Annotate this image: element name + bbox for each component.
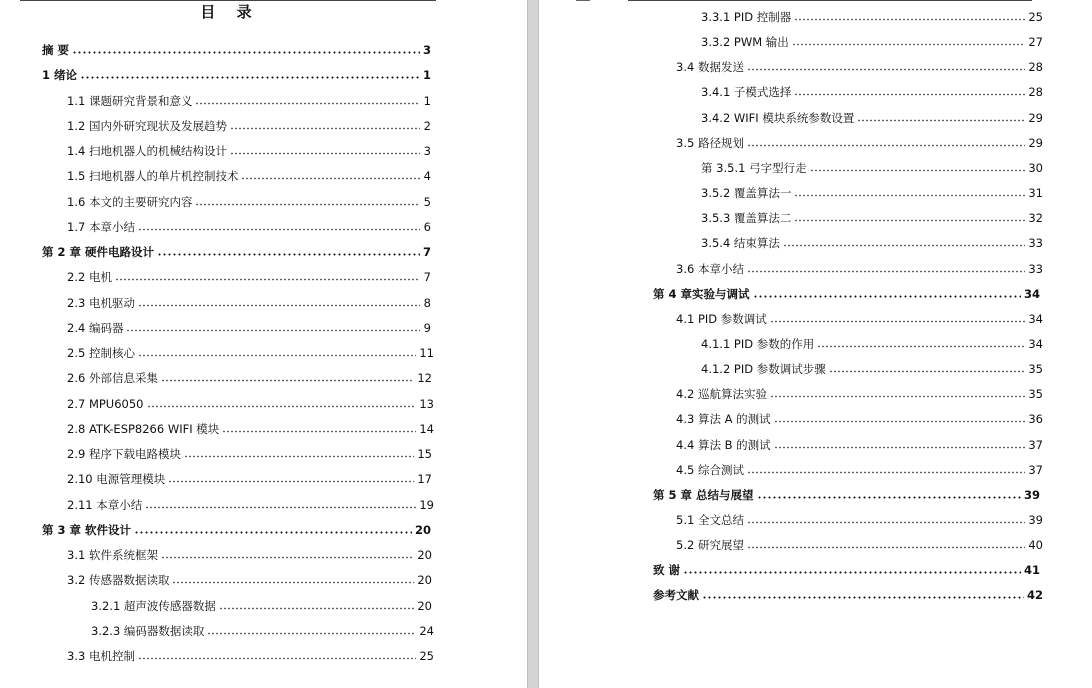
toc-entry-page-number: 14 — [419, 422, 434, 436]
toc-dot-leader — [747, 144, 1025, 147]
toc-entry-page-number: 40 — [1028, 538, 1043, 552]
toc-entry-page-number: 39 — [1023, 488, 1040, 502]
toc-entry-label: 3.1 软件系统框架 — [67, 548, 158, 562]
toc-dot-leader — [783, 244, 1025, 247]
toc-entry-label: 4.1.1 PID 参数的作用 — [701, 337, 815, 351]
toc-entry-page-number: 7 — [422, 245, 431, 259]
toc-entry — [676, 410, 1043, 426]
document-page-left — [0, 0, 527, 688]
toc-entry-page-number: 3 — [422, 43, 431, 57]
toc-entry-page-number: 20 — [417, 548, 432, 562]
toc-entry-page-number: 15 — [417, 447, 432, 461]
toc-dot-leader — [195, 102, 420, 105]
toc-entry-page-number: 4 — [423, 169, 431, 183]
toc-dot-leader — [115, 278, 420, 281]
toc-dot-leader — [161, 379, 414, 382]
toc-entry — [67, 571, 432, 587]
toc-dot-leader — [857, 119, 1025, 122]
toc-entry — [67, 193, 431, 209]
toc-entry-label: 1.5 扫地机器人的单片机控制技术 — [67, 169, 239, 183]
toc-dot-leader — [683, 571, 1021, 574]
toc-entry-label: 3.5 路径规划 — [676, 136, 744, 150]
toc-entry — [701, 83, 1043, 99]
toc-entry-label: 2.8 ATK-ESP8266 WIFI 模块 — [67, 422, 220, 436]
toc-dot-leader — [126, 329, 420, 332]
toc-entry — [67, 647, 434, 663]
toc-entry — [701, 109, 1043, 125]
toc-dot-leader — [195, 203, 420, 206]
page-gutter — [527, 0, 539, 688]
toc-entry-page-number: 25 — [419, 649, 434, 663]
toc-entry-label: 摘 要 — [42, 43, 70, 57]
toc-entry-page-number: 36 — [1028, 412, 1043, 426]
toc-dot-leader — [774, 446, 1026, 449]
toc-entry-page-number: 7 — [423, 270, 431, 284]
toc-entry-page-number: 17 — [417, 472, 432, 486]
toc-dot-leader — [794, 18, 1025, 21]
toc-entry-label: 2.11 本章小结 — [67, 498, 143, 512]
toc-dot-leader — [138, 304, 420, 307]
toc-entry-page-number: 42 — [1026, 588, 1043, 602]
toc-entry — [653, 285, 1040, 301]
toc-entry-page-number: 34 — [1023, 287, 1040, 301]
toc-dot-leader — [747, 546, 1025, 549]
toc-dot-leader — [774, 420, 1026, 423]
toc-entry-label: 4.1.2 PID 参数调试步骤 — [701, 362, 826, 376]
toc-entry — [676, 58, 1043, 74]
toc-dot-leader — [172, 581, 414, 584]
toc-entry — [67, 294, 431, 310]
toc-entry — [67, 445, 432, 461]
toc-dot-leader — [161, 556, 414, 559]
toc-entry-label: 3.5.3 覆盖算法二 — [701, 211, 792, 225]
toc-entry-label: 2.10 电源管理模块 — [67, 472, 166, 486]
toc-entry — [67, 395, 434, 411]
toc-entry — [42, 521, 431, 537]
toc-dot-leader — [230, 127, 420, 130]
toc-dot-leader — [207, 632, 416, 635]
toc-entry-label: 2.6 外部信息采集 — [67, 371, 158, 385]
toc-dot-leader — [219, 607, 414, 610]
toc-entry-page-number: 20 — [414, 523, 431, 537]
toc-entry — [67, 117, 431, 133]
toc-entry — [701, 184, 1043, 200]
toc-entry-label: 1.7 本章小结 — [67, 220, 135, 234]
toc-entry-label: 2.2 电机 — [67, 270, 112, 284]
toc-entry — [676, 511, 1043, 527]
toc-entry-label: 5.2 研究展望 — [676, 538, 744, 552]
toc-entry-page-number: 5 — [423, 195, 431, 209]
toc-entry-label: 3.2.1 超声波传感器数据 — [91, 599, 216, 613]
toc-entry — [653, 486, 1040, 502]
toc-entry — [676, 436, 1043, 452]
toc-entry-label: 1.6 本文的主要研究内容 — [67, 195, 193, 209]
toc-entry-label: 3.4 数据发送 — [676, 60, 744, 74]
toc-entry-page-number: 33 — [1028, 262, 1043, 276]
toc-entry-page-number: 12 — [417, 371, 432, 385]
toc-entry-label: 第 3.5.1 弓字型行走 — [701, 161, 807, 175]
document-page-right — [539, 0, 1092, 688]
toc-entry-label: 1.1 课题研究背景和意义 — [67, 94, 193, 108]
toc-entry-label: 3.5.4 结束算法 — [701, 236, 780, 250]
toc-entry — [701, 8, 1043, 24]
toc-entry — [701, 159, 1043, 175]
toc-entry-label: 2.3 电机驱动 — [67, 296, 135, 310]
toc-entry — [67, 167, 431, 183]
toc-entry-page-number: 6 — [423, 220, 431, 234]
toc-entry — [67, 344, 434, 360]
toc-dot-leader — [753, 295, 1021, 298]
toc-entry-page-number: 30 — [1028, 161, 1043, 175]
toc-entry-label: 4.5 综合测试 — [676, 463, 744, 477]
toc-entry-page-number: 29 — [1028, 111, 1043, 125]
toc-entry-page-number: 37 — [1028, 463, 1043, 477]
toc-entry-page-number: 34 — [1028, 337, 1043, 351]
toc-entry-label: 3.2.3 编码器数据读取 — [91, 624, 205, 638]
toc-dot-leader — [80, 76, 420, 79]
toc-entry-page-number: 37 — [1028, 438, 1043, 452]
toc-dot-leader — [147, 405, 417, 408]
toc-entry — [676, 134, 1043, 150]
toc-entry — [67, 142, 431, 158]
toc-entry-page-number: 32 — [1028, 211, 1043, 225]
toc-dot-leader — [157, 253, 420, 256]
toc-entry-label: 3.4.1 子模式选择 — [701, 85, 792, 99]
toc-dot-leader — [747, 521, 1025, 524]
toc-entry-label: 3.3.2 PWM 输出 — [701, 35, 789, 49]
toc-entry-page-number: 35 — [1028, 362, 1043, 376]
toc-entry-page-number: 19 — [419, 498, 434, 512]
toc-entry — [67, 319, 431, 335]
toc-entry-page-number: 8 — [423, 296, 431, 310]
toc-entry-label: 2.9 程序下载电路模块 — [67, 447, 181, 461]
toc-entry-page-number: 39 — [1028, 513, 1043, 527]
toc-entry — [701, 209, 1043, 225]
toc-entry-page-number: 25 — [1028, 10, 1043, 24]
toc-entry — [701, 234, 1043, 250]
toc-entry-label: 第 3 章 软件设计 — [42, 523, 132, 537]
toc-dot-leader — [770, 320, 1026, 323]
toc-entry — [676, 260, 1043, 276]
toc-entry — [676, 385, 1043, 401]
toc-entry — [67, 369, 432, 385]
toc-entry-page-number: 1 — [423, 94, 431, 108]
toc-entry — [67, 92, 431, 108]
toc-entry — [676, 536, 1043, 552]
toc-entry-label: 2.4 编码器 — [67, 321, 124, 335]
toc-entry-page-number: 13 — [419, 397, 434, 411]
toc-entry-label: 5.1 全文总结 — [676, 513, 744, 527]
toc-entry — [653, 586, 1043, 602]
toc-entry-label: 致 谢 — [653, 563, 681, 577]
toc-title: 目 录 — [200, 3, 260, 21]
toc-dot-leader — [747, 270, 1025, 273]
toc-entry-page-number: 28 — [1028, 60, 1043, 74]
toc-entry — [67, 496, 434, 512]
toc-entry — [67, 546, 432, 562]
toc-entry-label: 4.1 PID 参数调试 — [676, 312, 767, 326]
toc-dot-leader — [241, 177, 420, 180]
toc-dot-leader — [747, 68, 1025, 71]
page-top-rule — [628, 0, 1032, 1]
toc-entry-page-number: 2 — [423, 119, 431, 133]
toc-dot-leader — [770, 395, 1025, 398]
toc-entry-page-number: 35 — [1028, 387, 1043, 401]
toc-dot-leader — [747, 471, 1025, 474]
toc-entry-label: 4.4 算法 B 的测试 — [676, 438, 771, 452]
toc-entry — [91, 622, 434, 638]
toc-entry — [67, 218, 431, 234]
toc-entry-page-number: 33 — [1028, 236, 1043, 250]
toc-entry — [67, 420, 434, 436]
toc-dot-leader — [184, 455, 414, 458]
toc-entry-page-number: 11 — [419, 346, 434, 360]
toc-dot-leader — [168, 480, 414, 483]
toc-entry-label: 第 4 章实验与调试 — [653, 287, 750, 301]
page-corner-mark — [576, 0, 590, 1]
toc-entry-label: 3.3 电机控制 — [67, 649, 135, 663]
toc-entry-label: 4.2 巡航算法实验 — [676, 387, 767, 401]
toc-dot-leader — [134, 531, 412, 534]
toc-entry — [701, 335, 1043, 351]
toc-dot-leader — [702, 596, 1024, 599]
toc-entry-page-number: 24 — [419, 624, 434, 638]
toc-dot-leader — [72, 51, 420, 54]
toc-dot-leader — [792, 43, 1026, 46]
toc-entry-label: 3.3.1 PID 控制器 — [701, 10, 792, 24]
toc-entry — [91, 597, 432, 613]
toc-entry — [653, 561, 1040, 577]
toc-entry-label: 3.4.2 WIFI 模块系统参数设置 — [701, 111, 855, 125]
toc-entry-page-number: 28 — [1028, 85, 1043, 99]
toc-entry-label: 3.5.2 覆盖算法一 — [701, 186, 792, 200]
toc-entry-label: 1.4 扫地机器人的机械结构设计 — [67, 144, 227, 158]
toc-dot-leader — [145, 506, 416, 509]
toc-entry-label: 3.6 本章小结 — [676, 262, 744, 276]
toc-entry-label: 2.5 控制核心 — [67, 346, 135, 360]
toc-dot-leader — [222, 430, 416, 433]
toc-entry-page-number: 20 — [417, 573, 432, 587]
toc-dot-leader — [794, 93, 1025, 96]
toc-entry-label: 1 绪论 — [42, 68, 78, 82]
toc-entry-label: 第 2 章 硬件电路设计 — [42, 245, 155, 259]
toc-entry-page-number: 31 — [1028, 186, 1043, 200]
toc-entry-label: 3.2 传感器数据读取 — [67, 573, 170, 587]
toc-dot-leader — [794, 194, 1025, 197]
toc-entry-label: 2.7 MPU6050 — [67, 397, 144, 411]
toc-dot-leader — [817, 345, 1025, 348]
toc-entry-page-number: 41 — [1023, 563, 1040, 577]
toc-dot-leader — [810, 169, 1026, 172]
toc-dot-leader — [138, 354, 416, 357]
toc-entry — [676, 310, 1043, 326]
toc-entry-page-number: 9 — [423, 321, 431, 335]
toc-entry-page-number: 3 — [423, 144, 431, 158]
toc-entry-label: 1.2 国内外研究现状及发展趋势 — [67, 119, 227, 133]
toc-entry — [42, 41, 431, 57]
toc-entry-page-number: 29 — [1028, 136, 1043, 150]
toc-entry — [67, 268, 431, 284]
toc-entry — [42, 243, 431, 259]
toc-dot-leader — [230, 152, 420, 155]
toc-entry — [42, 66, 431, 82]
toc-dot-leader — [794, 219, 1025, 222]
toc-entry — [701, 33, 1043, 49]
toc-entry — [676, 461, 1043, 477]
toc-entry — [701, 360, 1043, 376]
toc-dot-leader — [138, 657, 416, 660]
toc-dot-leader — [829, 370, 1026, 373]
toc-entry-label: 第 5 章 总结与展望 — [653, 488, 754, 502]
toc-entry-page-number: 27 — [1028, 35, 1043, 49]
toc-entry — [67, 470, 432, 486]
toc-entry-page-number: 34 — [1028, 312, 1043, 326]
toc-entry-page-number: 1 — [422, 68, 431, 82]
toc-dot-leader — [757, 496, 1021, 499]
toc-dot-leader — [138, 228, 420, 231]
toc-entry-label: 4.3 算法 A 的测试 — [676, 412, 771, 426]
toc-entry-label: 参考文献 — [653, 588, 699, 602]
toc-entry-page-number: 20 — [417, 599, 432, 613]
